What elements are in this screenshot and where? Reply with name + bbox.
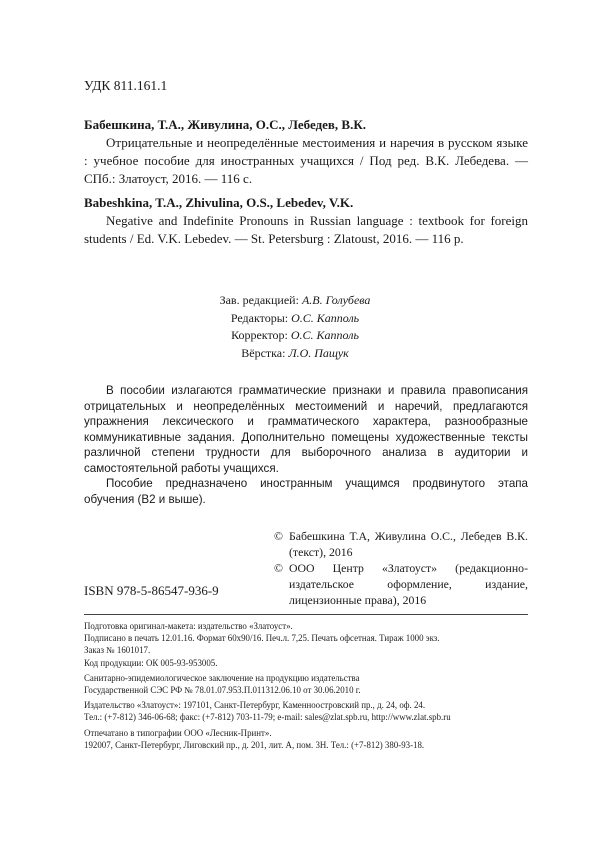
credit-line <box>150 310 440 328</box>
imprint-line: Тел.: (+7-812) 346-06-68; факс: (+7-812) 703-11-79; e-mail: sales@zlat.spb.ru, http://www.zlat.spb.ru <box>84 712 451 723</box>
imprint-group <box>84 727 528 751</box>
copyright-line <box>274 560 528 608</box>
imprint-line: Издательство «Златоуст»: 197101, Санкт-Петербург, Каменноостровский пр., д. 24, оф. 24. <box>84 700 426 711</box>
book-abstract <box>84 383 528 507</box>
copyright-text: Бабешкина Т.А, Живулина О.С., Лебедев В.К. (текст), 2016 <box>289 529 528 559</box>
imprint-line: Государственной СЭС РФ № 78.01.07.953.П.011312.06.10 от 30.06.2010 г. <box>84 685 361 696</box>
bibliographic-record-english <box>84 194 528 248</box>
authors-english: Babeshkina, T.A., Zhivulina, O.S., Lebedev, V.K. <box>84 195 354 210</box>
abstract-paragraph: В пособии излагаются грамматические признаки и правила правописания отрицательных и неопределённых местоимений и наречий, предлагаются упражнения лексического и грамматического характера, разнообразные коммуникативные задания. Дополнительно помещены художественные тексты различной степени трудности для выборочного анализа в аудитории и самостоятельной работы учащихся. <box>84 384 528 475</box>
credit-name: О.С. Капполь <box>291 310 360 325</box>
imprint-line: Подготовка оригинал-макета: издательство «Златоуст». <box>84 621 293 631</box>
imprint-group <box>84 620 528 669</box>
credit-name: Л.О. Пащук <box>288 345 349 360</box>
imprint-group <box>84 672 528 696</box>
credit-role: Вёрстка: <box>241 345 289 360</box>
copyright-symbol: © <box>274 561 283 575</box>
imprint-line: 192007, Санкт-Петербург, Лиговский пр., д. 201, лит. А, пом. 3Н. Тел.: (+7-812) 380-93-18. <box>84 739 425 750</box>
copyright-symbol: © <box>274 529 283 543</box>
abstract-paragraph: Пособие предназначено иностранным учащимся продвинутого этапа обучения (В2 и выше). <box>84 477 528 506</box>
imprint-line: Код продукции: ОК 005-93-953005. <box>84 657 218 668</box>
authors-russian: Бабешкина, Т.А., Живулина, О.С., Лебедев, В.К. <box>84 117 367 132</box>
divider <box>84 614 528 615</box>
title-english: Negative and Indefinite Pronouns in Russian language : textbook for foreign students / Ed. V.K. Lebedev. — St. Petersburg : Zlatoust, 2016. — 116 p. <box>84 213 528 246</box>
isbn: ISBN 978-5-86547-936-9 <box>84 583 219 598</box>
imprint-line: Санитарно-эпидемиологическое заключение на продукцию издательства <box>84 672 360 683</box>
editorial-credits <box>150 292 440 362</box>
imprint-line: Отпечатано в типографии ООО «Лесник-Принт». <box>84 727 272 738</box>
credit-line <box>150 292 440 310</box>
title-russian: Отрицательные и неопределённые местоимения и наречия в русском языке : учебное пособие для иностранных учащихся / Под ред. В.К. Лебедева. — СПб.: Златоуст, 2016. — 116 с. <box>84 135 528 186</box>
credit-line <box>150 345 440 363</box>
imprint-line: Заказ № 1601017. <box>84 645 151 656</box>
credit-name: О.С. Капполь <box>290 328 359 343</box>
credit-name: А.В. Голубева <box>301 293 371 307</box>
imprint-group <box>84 699 528 723</box>
copyright-line <box>274 528 528 560</box>
credit-role: Зав. редакцией: <box>219 293 302 307</box>
bibliographic-record-russian <box>84 116 528 188</box>
imprint-block <box>84 620 528 754</box>
copyright-text: ООО Центр «Златоуст» (редакционно-издательское оформление, издание, лицензионные права), 2016 <box>289 561 528 607</box>
copyright-block <box>274 528 528 608</box>
credit-role: Редакторы: <box>230 310 292 325</box>
credit-role: Корректор: <box>231 328 291 343</box>
udk-code: УДК 811.161.1 <box>84 78 168 93</box>
imprint-line: Подписано в печать 12.01.16. Формат 60х90/16. Печ.л. 7,25. Печать офсетная. Тираж 1000 экз. <box>84 633 440 644</box>
credit-line <box>150 327 440 345</box>
